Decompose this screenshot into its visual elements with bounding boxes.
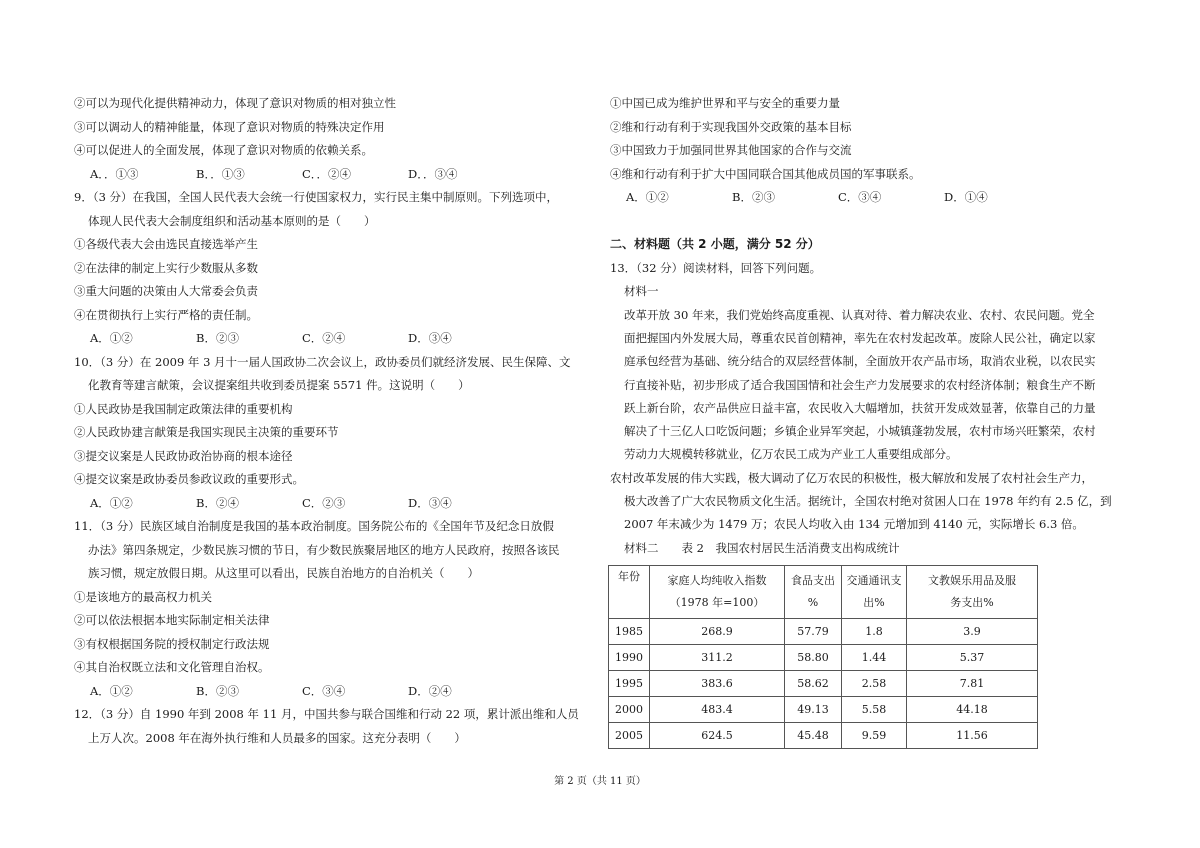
header-text: （1978 年=100）: [669, 596, 765, 609]
header-text: 家庭人均纯收入指数: [667, 574, 767, 587]
text-line: ②维和行动有利于实现我国外交政策的基本目标: [610, 119, 852, 134]
table-cell: 3.9: [907, 619, 1038, 645]
table-cell: 2000: [609, 697, 650, 723]
table-cell: 383.6: [650, 671, 785, 697]
answer-options: [626, 189, 1050, 205]
option: B．②③: [732, 190, 775, 204]
header-text: 食品支出: [791, 574, 835, 587]
text-line: 材料二 表 2 我国农村居民生活消费支出构成统计: [624, 540, 900, 555]
option: D．①④: [944, 190, 988, 204]
text-line: ④维和行动有利于扩大中国同联合国其他成员国的军事联系。: [610, 166, 921, 181]
answer-options: [90, 330, 514, 346]
table-cell: 5.58: [842, 697, 907, 723]
table-cell: 1985: [609, 619, 650, 645]
text-line: ③中国致力于加强同世界其他国家的合作与交流: [610, 143, 852, 157]
table-cell: 268.9: [650, 619, 785, 645]
option: D．③④: [408, 495, 452, 510]
option: C．③④: [838, 190, 882, 204]
text-line: 13．（32 分）阅读材料，回答下列问题。: [610, 261, 822, 275]
table-header-row: [609, 566, 1038, 619]
option: A．①②: [90, 331, 133, 345]
table-header-cell: [785, 566, 842, 619]
table-cell: 44.18: [907, 697, 1038, 723]
text-line: 材料一: [624, 284, 659, 299]
table-cell: 1.8: [842, 619, 907, 645]
header-text: 文教娱乐用品及服: [928, 574, 1016, 587]
table-cell: 2.58: [842, 671, 907, 697]
header-text: 年份: [618, 570, 640, 583]
option: C．②④: [302, 331, 346, 345]
text-line: ③重大问题的决策由人大常委会负责: [74, 284, 258, 298]
option: B．．①③: [196, 166, 245, 181]
text-line: ③提交议案是人民政协政治协商的根本途径: [74, 448, 293, 463]
text-line: ④其自治权既立法和文化管理自治权。: [74, 660, 270, 674]
text-line: ④提交议案是政协委员参政议政的重要形式。: [74, 472, 304, 486]
table-cell: 5.37: [907, 645, 1038, 671]
text-line: 9．（3 分）在我国，全国人民代表大会统一行使国家权力，实行民主集中制原则。下列选项中，: [74, 190, 559, 204]
option: B．②④: [196, 495, 239, 510]
answer-options: [90, 683, 514, 699]
table-cell: 45.48: [785, 723, 842, 749]
table-row: [609, 671, 1038, 697]
text-line: ④在贯彻执行上实行严格的责任制。: [74, 307, 258, 322]
text-line: 体现人民代表大会制度组织和活动基本原则的是（ ）: [88, 213, 376, 228]
option: A．①②: [90, 683, 133, 698]
header-text: 务支出%: [950, 596, 994, 609]
page-footer: 第 2 页（共 11 页）: [554, 776, 646, 787]
text-line: ①人民政协是我国制定政策法律的重要机构: [74, 401, 293, 416]
option: D．③④: [408, 331, 452, 345]
text-line: ①中国已成为维护世界和平与安全的重要力量: [610, 96, 840, 110]
text-line: 农村改革发展的伟大实践，极大调动了亿万农民的积极性，极大解放和发展了农村社会生产力，: [610, 470, 1093, 485]
text-line: ②可以依法根据本地实际制定相关法律: [74, 613, 270, 627]
table-cell: 1990: [609, 645, 650, 671]
option: A．①②: [90, 495, 133, 510]
table-cell: 1.44: [842, 645, 907, 671]
text-line: 行直接补贴，初步形成了适合我国国情和社会生产力发展要求的农村经济体制；粮食生产不断: [624, 377, 1096, 392]
table-header-cell: [842, 566, 907, 619]
section-heading: 二、材料题（共 2 小题，满分 52 分）: [610, 237, 820, 251]
table-cell: 11.56: [907, 723, 1038, 749]
table-row: [609, 723, 1038, 749]
text-line: ①各级代表大会由选民直接选举产生: [74, 237, 258, 251]
table-cell: 57.79: [785, 619, 842, 645]
answer-options: [90, 495, 514, 511]
text-line: ③有权根据国务院的授权制定行政法规: [74, 636, 270, 651]
table-cell: 58.62: [785, 671, 842, 697]
text-line: 化教育等建言献策，会议提案组共收到委员提案 5571 件。这说明（ ）: [88, 378, 470, 392]
option: D．②④: [408, 683, 452, 698]
table-row: [609, 645, 1038, 671]
consumption-table: [608, 565, 1038, 749]
text-line: 上万人次。2008 年在海外执行维和人员最多的国家。这充分表明（ ）: [88, 730, 466, 745]
text-line: ②在法律的制定上实行少数服从多数: [74, 260, 258, 275]
option: C．．②④: [302, 166, 352, 181]
table-cell: 58.80: [785, 645, 842, 671]
option: B．②③: [196, 331, 239, 345]
text-line: ②人民政协建言献策是我国实现民主决策的重要环节: [74, 425, 339, 439]
text-line: 解决了十三亿人口吃饭问题；乡镇企业异军突起，小城镇蓬勃发展，农村市场兴旺繁荣，农村: [624, 424, 1096, 439]
text-line: 极大改善了广大农民物质文化生活。据统计，全国农村绝对贫困人口在 1978 年约有 2.5 亿，到: [624, 494, 1112, 508]
option: C．③④: [302, 683, 346, 698]
text-line: ④可以促进人的全面发展，体现了意识对物质的依赖关系。: [74, 143, 373, 157]
table-cell: 483.4: [650, 697, 785, 723]
option: C．②③: [302, 495, 346, 510]
table-header-cell: [650, 566, 785, 619]
table-cell: 2005: [609, 723, 650, 749]
table-cell: 624.5: [650, 723, 785, 749]
table-row: [609, 697, 1038, 723]
table-cell: 311.2: [650, 645, 785, 671]
table-header-cell: [907, 566, 1038, 619]
table-header-cell: [609, 566, 650, 619]
table-row: [609, 619, 1038, 645]
text-line: 劳动力大规模转移就业，亿万农民工成为产业工人重要组成部分。: [624, 447, 958, 462]
option: A．①②: [626, 190, 669, 204]
text-line: 改革开放 30 年来，我们党始终高度重视、认真对待、着力解决农业、农村、农民问题。党全: [624, 307, 1095, 322]
option: B．②③: [196, 683, 239, 698]
text-line: 2007 年末减少为 1479 万；农民人均收入由 134 元增加到 4140 元，实际增长 6.3 倍。: [624, 517, 1084, 532]
option: A．．①③: [90, 166, 139, 181]
table-cell: 1995: [609, 671, 650, 697]
text-line: 跃上新台阶，农产品供应日益丰富，农民收入大幅增加，扶贫开发成效显著，依靠自己的力量: [624, 400, 1096, 415]
table-cell: 49.13: [785, 697, 842, 723]
text-line: 11．（3 分）民族区域自治制度是我国的基本政治制度。国务院公布的《全国年节及纪念日放假: [74, 519, 554, 533]
text-line: 面把握国内外发展大局，尊重农民首创精神，率先在农村发起改革。废除人民公社，确定以家: [624, 330, 1096, 345]
header-text: 出%: [863, 596, 885, 609]
text-line: 庭承包经营为基础、统分结合的双层经营体制，全面放开农产品市场，取消农业税，以农民实: [624, 354, 1096, 369]
answer-options: [90, 166, 514, 182]
text-line: ③可以调动人的精神能量，体现了意识对物质的特殊决定作用: [74, 119, 385, 134]
table-cell: 7.81: [907, 671, 1038, 697]
option: D．．③④: [408, 166, 458, 181]
table-cell: 9.59: [842, 723, 907, 749]
text-line: 族习惯，规定放假日期。从这里可以看出，民族自治地方的自治机关（ ）: [88, 566, 479, 580]
text-line: ②可以为现代化提供精神动力，体现了意识对物质的相对独立性: [74, 96, 396, 110]
header-text: %: [807, 596, 819, 609]
text-line: 办法》第四条规定，少数民族习惯的节日，有少数民族聚居地区的地方人民政府，按照各该民: [88, 542, 560, 557]
text-line: ①是该地方的最高权力机关: [74, 589, 212, 604]
text-line: 10．（3 分）在 2009 年 3 月十一届人国政协二次会议上，政协委员们就经济发展、民生保障、文: [74, 354, 571, 369]
text-line: 12．（3 分）自 1990 年到 2008 年 11 月，中国共参与联合国维和行动 22 项，累计派出维和人员: [74, 707, 579, 721]
header-text: 交通通讯支: [846, 574, 902, 587]
